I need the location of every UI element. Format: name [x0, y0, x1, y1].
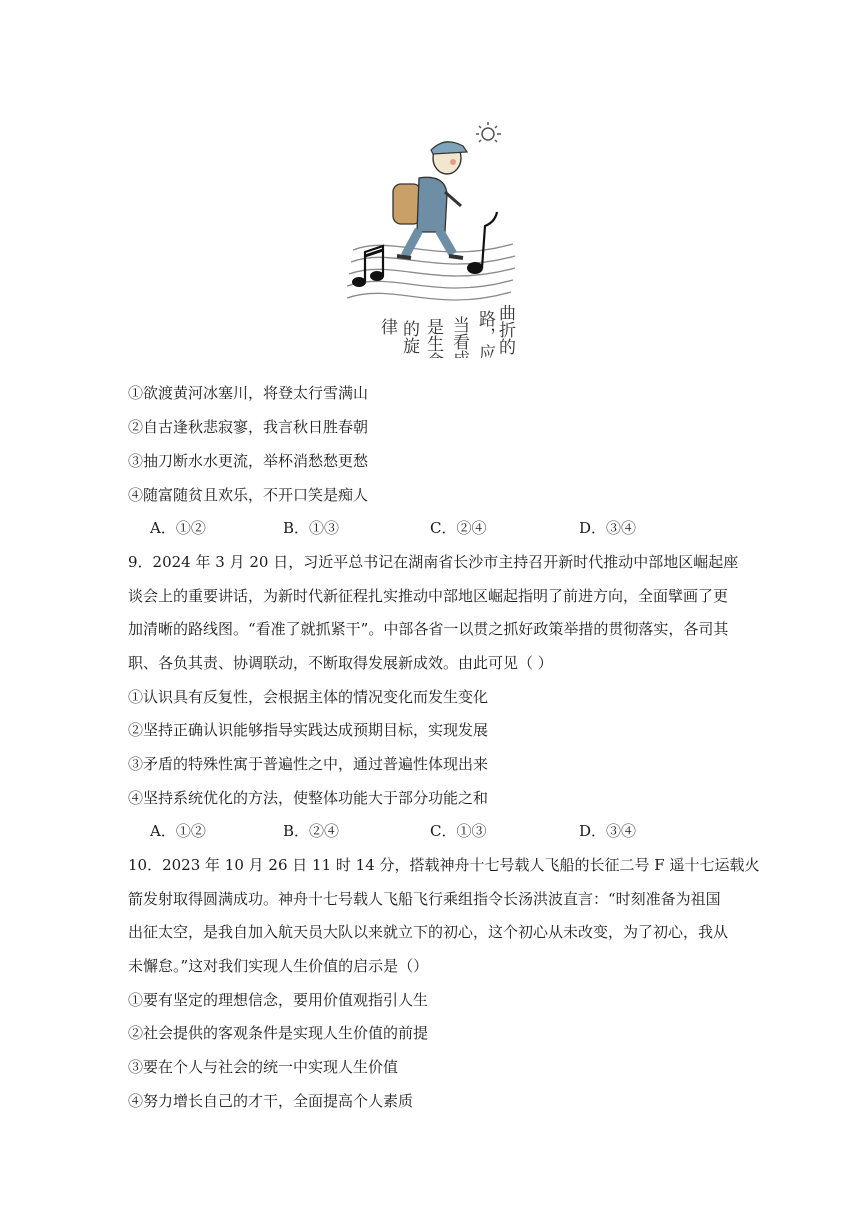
q9-statement-2: ②坚持正确认识能够指导实践达成预期目标，实现发展	[128, 721, 489, 739]
q10-statement-2: ②社会提供的客观条件是实现人生价值的前提	[128, 1024, 429, 1042]
q9-option-c[interactable]: C．①③	[430, 822, 487, 840]
q8-option-a[interactable]: A．①②	[150, 519, 206, 537]
q10-stem-line-1: 10．2023 年 10 月 26 日 11 时 14 分，搭载神舟十七号载人飞船的长征二号 F 遥十七运载火	[128, 856, 760, 874]
q10-stem-line-3: 出征太空，是我自加入航天员大队以来就立下的初心，这个初心从未改变，为了初心，我从	[128, 923, 729, 941]
q8-statement-4: ④随富随贫且欢乐，不开口笑是痴人	[128, 486, 369, 504]
q8-statement-3: ③抽刀断水水更流，举杯消愁愁更愁	[128, 452, 369, 470]
sun-icon	[476, 122, 501, 142]
q10-statement-3: ③要在个人与社会的统一中实现人生价值	[128, 1058, 399, 1076]
svg-text:律: 律	[377, 318, 397, 335]
q9-option-a[interactable]: A．①②	[150, 822, 206, 840]
q9-option-b[interactable]: B．②④	[283, 822, 340, 840]
q10-statement-4: ④努力增长自己的才干，全面提高个人素质	[128, 1092, 414, 1110]
q9-statement-4: ④坚持系统优化的方法，使整体功能大于部分功能之和	[128, 789, 489, 807]
svg-text:是生命: 是生命	[423, 318, 443, 358]
q8-statement-1: ①欲渡黄河冰塞川，将登太行雪满山	[128, 384, 369, 402]
q8-option-c[interactable]: C．②④	[430, 519, 487, 537]
svg-text:曲折的: 曲折的	[495, 304, 515, 355]
svg-text:的旋: 的旋	[399, 320, 419, 354]
q9-stem-line-4: 职、各负其责、协调联动，不断取得发展新成效。由此可见（ ）	[128, 654, 553, 672]
hiker-illustration	[335, 122, 525, 358]
q10-stem-line-4: 未懈怠。”这对我们实现人生价值的启示是（）	[128, 957, 429, 975]
q8-statement-2: ②自古逢秋悲寂寥，我言秋日胜春朝	[128, 418, 369, 436]
svg-text:路，应: 路，应	[475, 310, 495, 358]
hiker-figure-icon	[393, 142, 467, 258]
q9-statement-1: ①认识具有反复性，会根据主体的情况变化而发生变化	[128, 688, 489, 706]
svg-text:当看成: 当看成	[449, 316, 469, 358]
q8-option-b[interactable]: B．①③	[283, 519, 340, 537]
q10-statement-1: ①要有坚定的理想信念，要用价值观指引人生	[128, 991, 429, 1009]
q9-statement-3: ③矛盾的特殊性寓于普遍性之中，通过普遍性体现出来	[128, 755, 489, 773]
handwritten-caption	[377, 304, 516, 358]
q8-option-d[interactable]: D．③④	[579, 519, 637, 537]
q9-stem-line-3: 加清晰的路线图。“看准了就抓紧干”。中部各省一以贯之抓好政策举措的贯彻落实，各司其	[128, 620, 729, 638]
q9-option-d[interactable]: D．③④	[579, 822, 637, 840]
q9-stem-line-2: 谈会上的重要讲话，为新时代新征程扎实推动中部地区崛起指明了前进方向，全面擘画了更	[128, 587, 729, 605]
q10-stem-line-2: 箭发射取得圆满成功。神舟十七号载人飞船飞行乘组指令长汤洪波直言：“时刻准备为祖国	[128, 890, 721, 908]
q9-stem-line-1: 9．2024 年 3 月 20 日，习近平总书记在湖南省长沙市主持召开新时代推动中部地区崛起座	[128, 553, 739, 571]
